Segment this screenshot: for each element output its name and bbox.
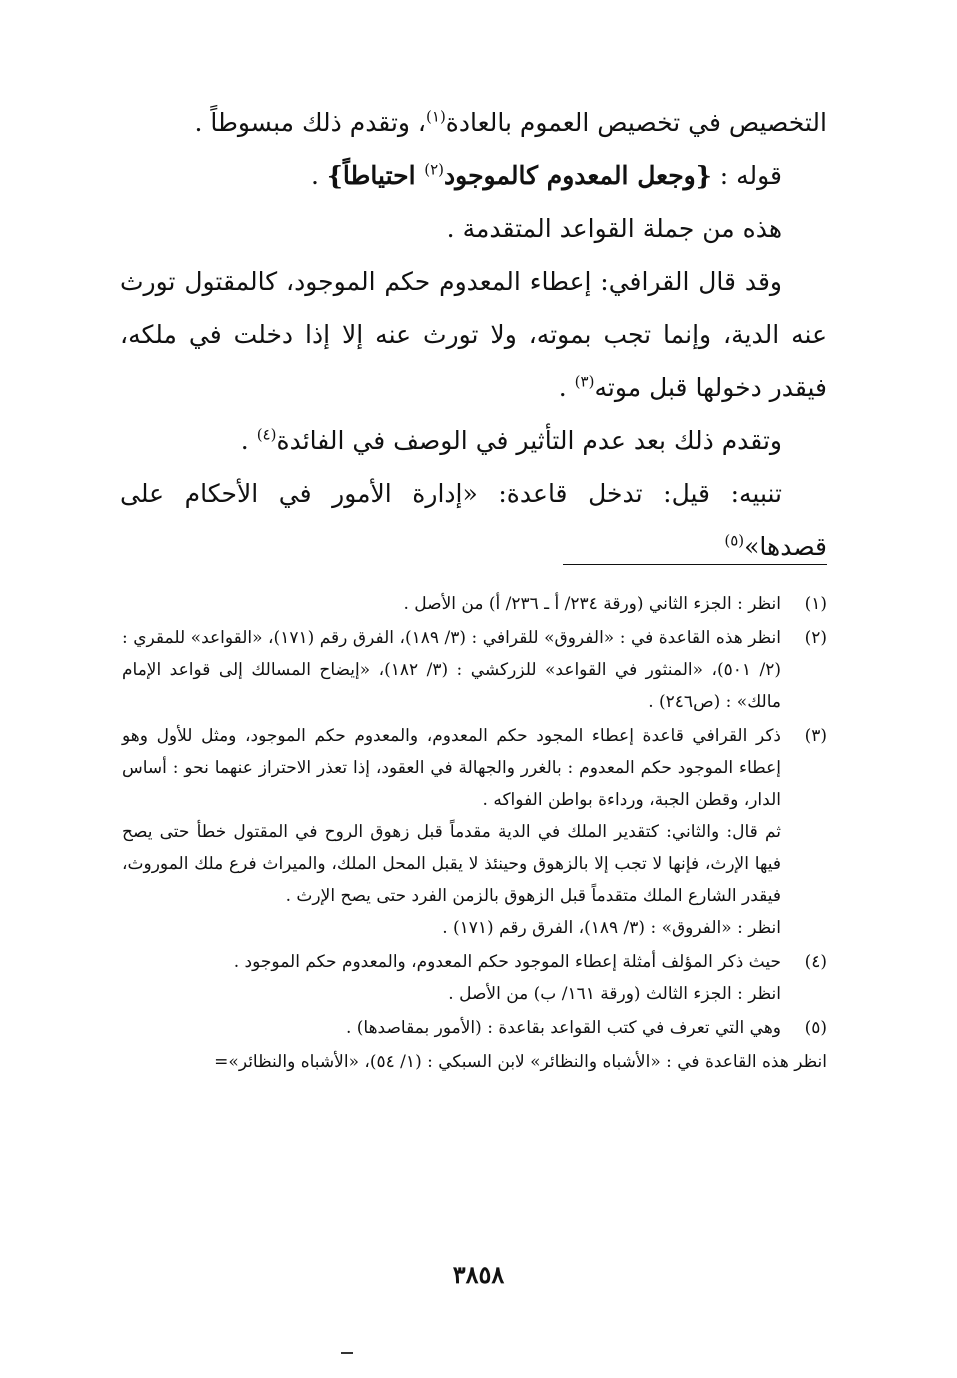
footnote-ref-3[interactable]: (٣) — [574, 372, 595, 391]
footnote-ref-4[interactable]: (٤) — [256, 425, 277, 444]
main-paragraph-3: هذه من جملة القواعد المتقدمة . — [446, 214, 782, 243]
footnote-ref-1[interactable]: (١) — [426, 107, 446, 126]
footnote-text: انظر : الجزء الثاني (ورقة ٢٣٤/ أ ـ ٢٣٦/ أ) من الأصل . — [403, 594, 781, 614]
main-paragraph-2: قوله : {وجعل المعدوم كالموجود$^{(٢)}$ احتياطاً} . — [310, 160, 782, 190]
footnotes-section — [122, 588, 827, 1078]
footnote-number: (٥) — [804, 1018, 827, 1038]
footnote-3 — [122, 720, 827, 944]
footnote-ref-5[interactable]: (٥) — [724, 531, 745, 550]
footnote-number: (١) — [804, 594, 827, 614]
footnote-continuation: انظر هذه القاعدة في : «الأشباه والنظائر» لابن السبكي : (١/ ٥٤)، «الأشباه والنظائر»= — [214, 1052, 827, 1072]
footnote-ref-2[interactable]: (٢) — [424, 160, 445, 179]
footnote-1 — [122, 588, 827, 620]
main-paragraph-4: وقد قال القرافي: إعطاء المعدوم حكم الموجود، كالمقتول تورث عنه الدية، وإنما تجب بموته، ولا تورث عنه إلا إذا دخلت في ملكه، فيقدر دخولها قبل موته$^{(٣)}$ . — [120, 267, 827, 402]
footnote-text: ثم قال: والثاني: كتقدير الملك في الدية مقدماً قبل زهوق الروح في المقتول خطأ حتى يصح فيها الإرث، فإنها لا تجب إلا بالزهوق وحينئذ لا يقبل المحل الملك، والميراث فرع ملك الموروث، فيقدر الشارع الملك متقدماً قبل الزهوق بالزمن الفرد حتى يصح الإرث . — [122, 822, 781, 906]
footnote-5 — [122, 1012, 827, 1044]
footnote-text: انظر هذه القاعدة في : «الفروق» للقرافي : (٣/ ١٨٩)، الفرق رقم (١٧١)، «القواعد» للمقري : (٢/ ٥٠١)، «المنثور في القواعد» للزركشي : (٣/ ١٨٢)، «إيضاح المسالك إلى قواعد الإمام مالك» : (ص٢٤٦) . — [122, 628, 782, 712]
footnote-number: (٤) — [804, 952, 827, 972]
bottom-dash-mark — [341, 1352, 353, 1354]
footnote-text: انظر : «الفروق» : (٣/ ١٨٩)، الفرق رقم (١٧١) . — [442, 918, 781, 938]
footnote-text: انظر : الجزء الثالث (ورقة ١٦١/ ب) من الأصل . — [448, 984, 781, 1004]
main-paragraph-1: التخصيص في تخصيص العموم بالعادة$^{(١)}$، وتقدم ذلك مبسوطاً . — [194, 107, 827, 137]
page-number: ٣٨٥٨ — [452, 1260, 505, 1289]
main-text — [120, 96, 827, 573]
footnote-number: (٢) — [804, 628, 827, 648]
footnote-2 — [122, 622, 827, 718]
footnote-number: (٣) — [804, 726, 827, 746]
footnote-4 — [122, 946, 827, 1010]
footnote-separator — [563, 564, 827, 565]
footnote-text: وهي التي تعرف في كتب القواعد بقاعدة : (الأمور بمقاصدها) . — [345, 1018, 781, 1038]
main-paragraph-6: تنبيه: قيل: تدخل قاعدة: «إدارة الأمور في الأحكام على قصدها»$^{(٥)}$ — [120, 479, 827, 561]
footnote-text: حيث ذكر المؤلف أمثلة إعطاء الموجود حكم المعدوم، والمعدوم حكم الموجود . — [233, 952, 781, 972]
footnote-text: ذكر القرافي قاعدة إعطاء المجود حكم المعدوم، والمعدوم حكم الموجود، ومثل للأول وهو إعطاء الموجود حكم المعدوم : بالغرر والجهالة في العقود، إذا تعذر الاحتراز عنهما نحو : أساس الدار، وقطن الجبة، ورداءة بواطن الفواكه . — [122, 726, 781, 810]
main-paragraph-5: وتقدم ذلك بعد عدم التأثير في الوصف في الفائدة$^{(٤)}$ . — [240, 425, 782, 455]
